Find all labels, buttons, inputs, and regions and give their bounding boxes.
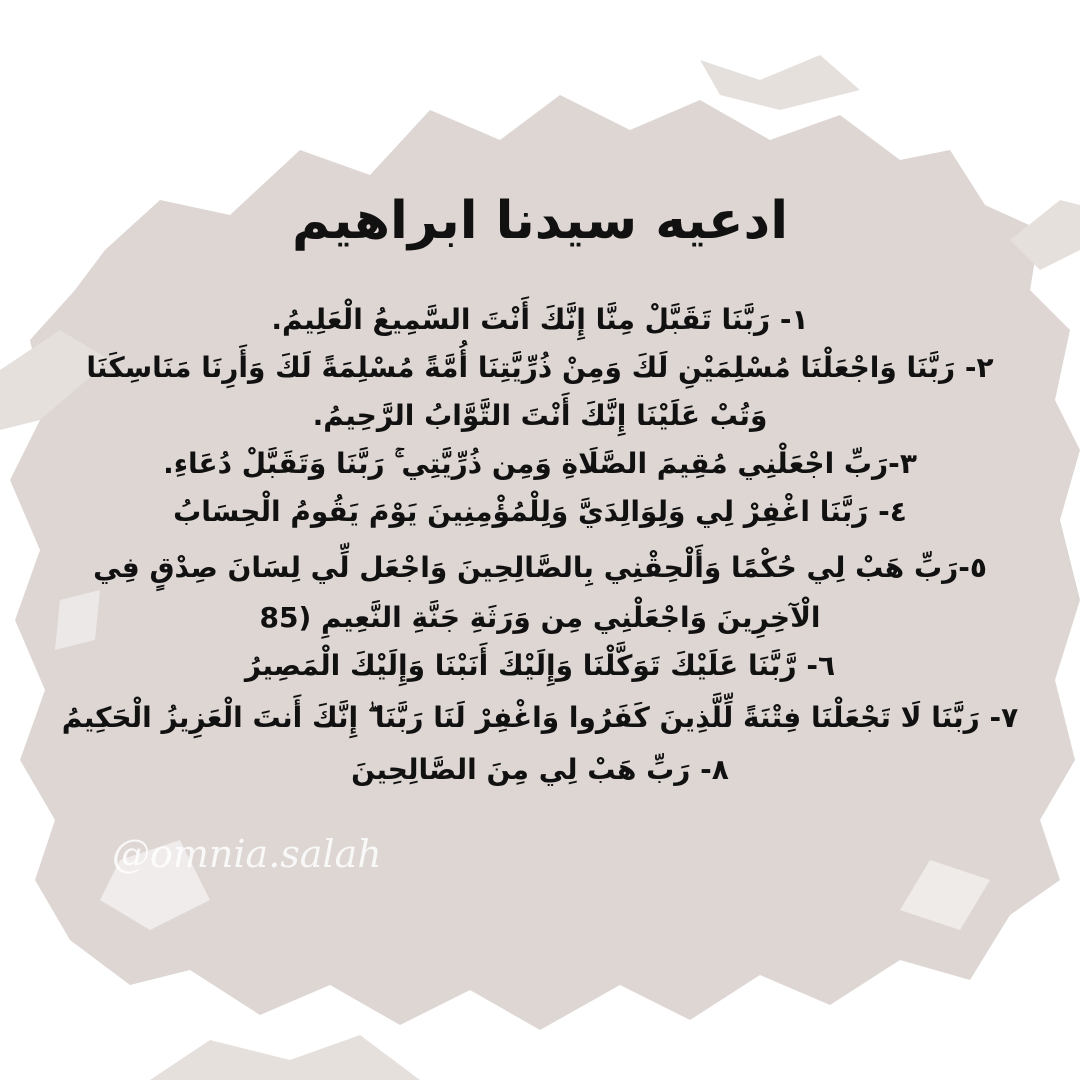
prayer-line-1: ١- رَبَّنَا تَقَبَّلْ مِنَّا إِنَّكَ أَنْتَ السَّمِيعُ الْعَلِيمُ. bbox=[271, 303, 809, 336]
prayer-line-6: ٦- رَّبَّنَا عَلَيْكَ تَوَكَّلْنَا وَإِلَيْكَ أَنَبْنَا وَإِلَيْكَ الْمَصِيرُ bbox=[244, 649, 836, 682]
page-title: ادعيه سيدنا ابراهيم bbox=[291, 191, 789, 251]
prayer-line-5: ٥-رَبِّ هَبْ لِي حُكْمًا وَأَلْحِقْنِي بِالصَّالِحِينَ وَاجْعَل لِّي لِسَانَ صِدْقٍ فِي bbox=[93, 551, 987, 584]
watermark-handle: @omnia.salah bbox=[112, 832, 382, 876]
prayer-line-4: ٤- رَبَّنَا اغْفِرْ لِي وَلِوَالِدَيَّ وَلِلْمُؤْمِنِينَ يَوْمَ يَقُومُ الْحِسَابُ bbox=[173, 495, 907, 528]
prayer-line-2: ٢- رَبَّنَا وَاجْعَلْنَا مُسْلِمَيْنِ لَكَ وَمِنْ ذُرِّيَّتِنَا أُمَّةً مُسْلِمَةً لَكَ وَأَرِنَا مَنَاسِكَنَا bbox=[86, 351, 994, 384]
prayer-line-7: ٧- رَبَّنَا لَا تَجْعَلْنَا فِتْنَةً لِّلَّذِينَ كَفَرُوا وَاغْفِرْ لَنَا رَبَّنَا ۖ إِنَّكَ أَنتَ الْعَزِيزُ الْحَكِيمُ bbox=[61, 701, 1019, 734]
prayer-line-2-cont: وَتُبْ عَلَيْنَا إِنَّكَ أَنْتَ التَّوَّابُ الرَّحِيمُ. bbox=[312, 399, 768, 432]
prayer-content bbox=[40, 0, 1040, 1080]
prayer-line-8: ٨- رَبِّ هَبْ لِي مِنَ الصَّالِحِينَ bbox=[351, 753, 729, 786]
prayer-line-3: ٣-رَبِّ اجْعَلْنِي مُقِيمَ الصَّلَاةِ وَمِن ذُرِّيَّتِي ۚ رَبَّنَا وَتَقَبَّلْ دُعَاءِ. bbox=[163, 447, 917, 480]
prayer-line-5-cont: الْآخِرِينَ وَاجْعَلْنِي مِن وَرَثَةِ جَنَّةِ النَّعِيمِ (85 bbox=[259, 601, 821, 634]
